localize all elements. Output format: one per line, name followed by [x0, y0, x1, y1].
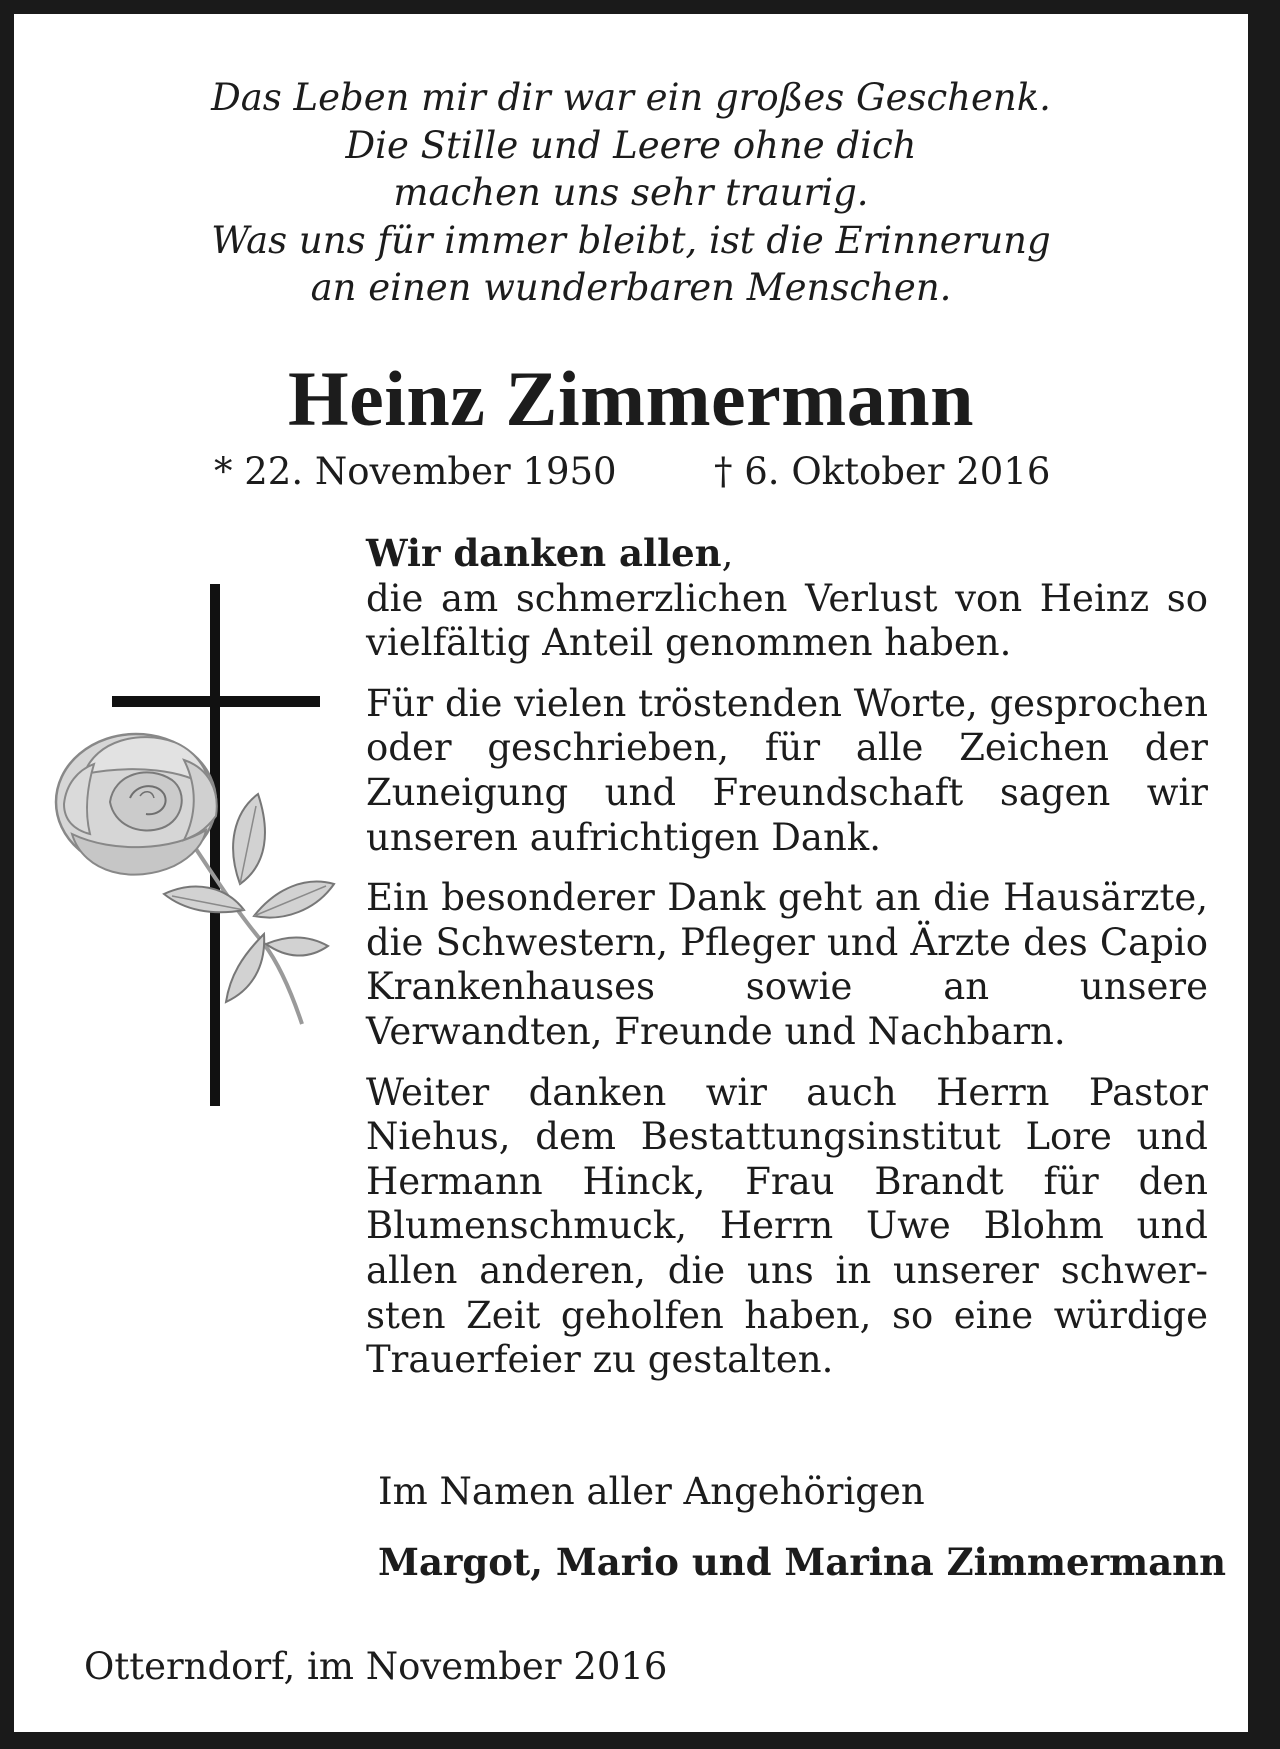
thanks-heading: Wir danken allen: [366, 531, 722, 575]
thanks-heading-line: [366, 531, 1208, 577]
poem-line: Die Stille und Leere ohne dich: [345, 123, 917, 167]
poem-line: Was uns für immer bleibt, ist die Erinnerung: [211, 218, 1051, 262]
thanks-text: [366, 531, 1208, 1383]
memorial-poem: [14, 74, 1248, 312]
death-date: † 6. Oktober 2016: [714, 450, 1051, 493]
thanks-paragraph: die am schmerzlichen Verlust von Heinz so vielfältig Anteil genommen haben.: [366, 576, 1208, 665]
family-signature: Margot, Mario und Marina Zimmermann: [378, 1540, 1226, 1584]
obituary-notice: [14, 14, 1248, 1732]
thanks-paragraph: Ein besonderer Dank geht an die Hausärzte, die Schwestern, Pfleger und Ärzte des Capio Krankenhauses sowie an unsere Verwandten, Freunde und Nachbarn.: [366, 876, 1208, 1053]
thanks-paragraph: Für die vielen tröstenden Worte, gesprochen oder geschrieben, für alle Zeichen der Zuneigung und Freundschaft sagen wir unseren aufrichtigen Dank.: [366, 681, 1208, 859]
poem-line: an einen wunderbaren Menschen.: [310, 266, 952, 309]
cross-with-rose-graphic: [44, 584, 364, 1114]
poem-line: Das Leben mir dir war ein großes Geschenk.: [211, 76, 1051, 119]
poem-line: machen uns sehr traurig.: [393, 171, 869, 214]
thanks-heading-suffix: ,: [721, 532, 734, 575]
rose-icon: [56, 734, 334, 1024]
deceased-name: Heinz Zimmermann: [287, 355, 975, 442]
signoff-line: Im Namen aller Angehörigen: [378, 1470, 925, 1513]
thanks-paragraph: Weiter danken wir auch Herrn Pastor Niehus, dem Bestattungsinstitut Lore und Hermann Hinck, Frau Brandt für den Blumenschmuck, Herrn Uwe Blohm und allen anderen, die uns in unserer schwersten Zeit geholfen haben, so eine würdige Trauerfeier zu gestalten.: [366, 1070, 1208, 1382]
place-and-date: Otterndorf, im November 2016: [84, 1645, 668, 1688]
birth-date: * 22. November 1950: [214, 450, 617, 493]
